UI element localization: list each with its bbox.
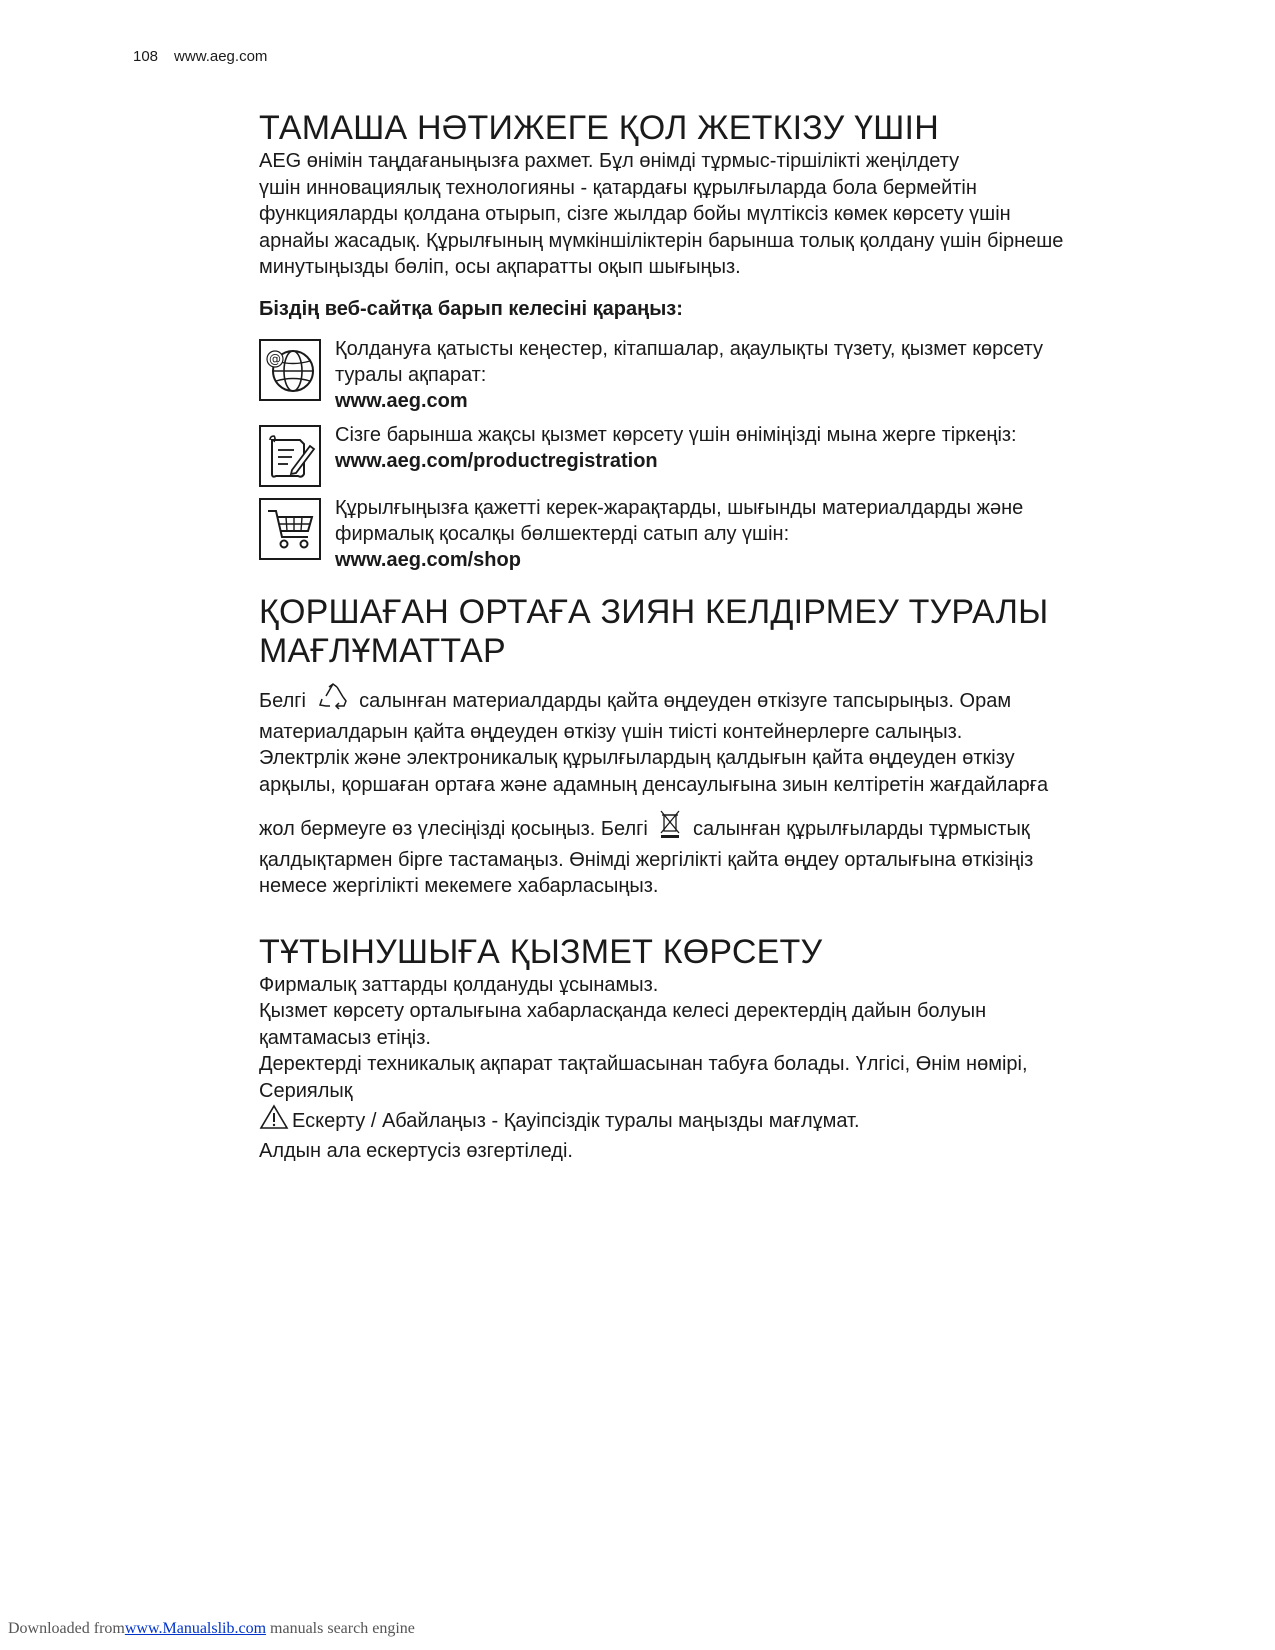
link-description: Сізге барынша жақсы қызмет көрсету үшін өніміңізді мына жерге тіркеңіз: — [335, 424, 1017, 446]
env-line — [259, 683, 1159, 719]
service-line: Қызмет көрсету орталығына хабарласқанда келесі деректердің дайын болуын — [259, 1000, 987, 1022]
page-header — [133, 48, 283, 65]
link-url-aeg[interactable]: www.aeg.com — [335, 390, 468, 412]
page-content — [259, 108, 1159, 1164]
warning-line — [259, 1104, 1159, 1138]
intro-line: үшін инновациялық технологияны - қатардағы құрылғыларда бола бермейтін — [259, 176, 977, 199]
recycle-icon — [318, 683, 348, 719]
cart-icon — [259, 498, 321, 560]
env-line: Электрлік және электроникалық құрылғылардың қалдығын қайта өңдеуден өткізу — [259, 747, 1015, 769]
link-text — [335, 495, 1023, 573]
crossed-bin-icon — [659, 809, 681, 847]
link-description: туралы ақпарат: — [335, 364, 487, 386]
link-url-shop[interactable]: www.aeg.com/shop — [335, 549, 521, 571]
header-site: www.aeg.com — [174, 48, 268, 65]
link-description: Құрылғыңызға қажетті керек-жарақтарды, шығынды материалдарды және — [335, 497, 1024, 519]
env-text: салынған материалдарды қайта өңдеуден өткізуге тапсырыңыз. Орам — [359, 690, 1012, 712]
manualslib-link[interactable]: www.Manualslib.com — [124, 1620, 267, 1637]
link-description: фирмалық қосалқы бөлшектерді сатып алу үшін: — [335, 523, 790, 545]
environment-section — [259, 593, 1159, 900]
service-line: Деректерді техникалық ақпарат тақтайшасынан табуға болады. Үлгісі, Өнім нөмірі, — [259, 1053, 1028, 1075]
service-line: Фирмалық заттарды қолдануды ұсынамыз. — [259, 973, 659, 996]
link-row-shop — [259, 495, 1159, 573]
footer-prefix: Downloaded from — [8, 1620, 125, 1637]
intro-line: арнайы жасадық. Құрылғының мүмкіншіліктерін барынша толық қолдану үшін бірнеше — [259, 229, 1064, 252]
service-line: Сериялық — [259, 1079, 353, 1102]
registration-icon — [259, 425, 321, 487]
env-line: немесе жергілікті мекемеге хабарласыңыз. — [259, 875, 659, 897]
service-line: қамтамасыз етіңіз. — [259, 1026, 431, 1049]
svg-text:@: @ — [269, 352, 281, 366]
page-number: 108 — [133, 48, 159, 65]
intro-paragraph — [259, 148, 1159, 281]
warning-text: Ескерту / Абайлаңыз - Қауіпсіздік туралы маңызды мағлұмат. — [292, 1110, 860, 1132]
customer-service-section — [259, 932, 1159, 1165]
link-text — [335, 422, 1017, 474]
env-text: Белгі — [259, 690, 306, 712]
section-title-results: ТАМАША НӘТИЖЕГЕ ҚОЛ ЖЕТКІЗУ ҮШІН — [259, 109, 939, 147]
env-line — [259, 809, 1159, 847]
link-row-info — [259, 336, 1159, 414]
intro-line: функцияларды қолдана отырып, сізге жылдар бойы мүлтіксіз көмек көрсету үшін — [259, 203, 1011, 225]
section-title-customer-service: ТҰТЫНУШЫҒА ҚЫЗМЕТ КӨРСЕТУ — [259, 932, 823, 971]
environment-paragraph — [259, 683, 1159, 900]
title-line: ҚОРШАҒАН ОРТАҒА ЗИЯН КЕЛДІРМЕУ ТУРАЛЫ — [259, 593, 1049, 631]
link-url-registration[interactable]: www.aeg.com/productregistration — [335, 450, 658, 472]
env-text: жол бермеуге өз үлесіңізді қосыңыз. Белгі — [259, 818, 648, 840]
env-line: арқылы, қоршаған ортаға және адамның денсаулығына зиын келтіретін жағдайларға — [259, 773, 1049, 796]
link-row-registration — [259, 422, 1159, 487]
link-description: Қолдануға қатысты кеңестер, кітапшалар, ақаулықты түзету, қызмет көрсету — [335, 338, 1044, 360]
visit-website-label: Біздің веб-сайтқа барып келесіні қараңыз: — [259, 297, 683, 320]
footer-suffix: manuals search engine — [266, 1620, 415, 1637]
title-line: МАҒЛҰМАТТАР — [259, 632, 506, 670]
section-title-environment — [259, 593, 1159, 671]
service-line: Алдын ала ескертусіз өзгертіледі. — [259, 1139, 573, 1162]
globe-icon — [259, 339, 321, 401]
env-text: салынған құрылғыларды тұрмыстық — [693, 818, 1030, 840]
intro-line: AEG өнімін таңдағаныңызға рахмет. Бұл өнімді тұрмыс-тіршілікті жеңілдету — [259, 150, 960, 172]
env-line: материалдарын қайта өңдеуден өткізу үшін тиісті контейнерлерге салыңыз. — [259, 720, 963, 743]
warning-icon — [259, 1104, 289, 1138]
link-text — [335, 336, 1043, 414]
env-line: қалдықтармен бірге тастамаңыз. Өнімді жергілікті қайта өңдеу орталығына өткізіңіз — [259, 848, 1034, 871]
download-footer — [8, 1620, 415, 1638]
intro-line: минутыңызды бөліп, осы ақпаратты оқып шығыңыз. — [259, 256, 741, 278]
